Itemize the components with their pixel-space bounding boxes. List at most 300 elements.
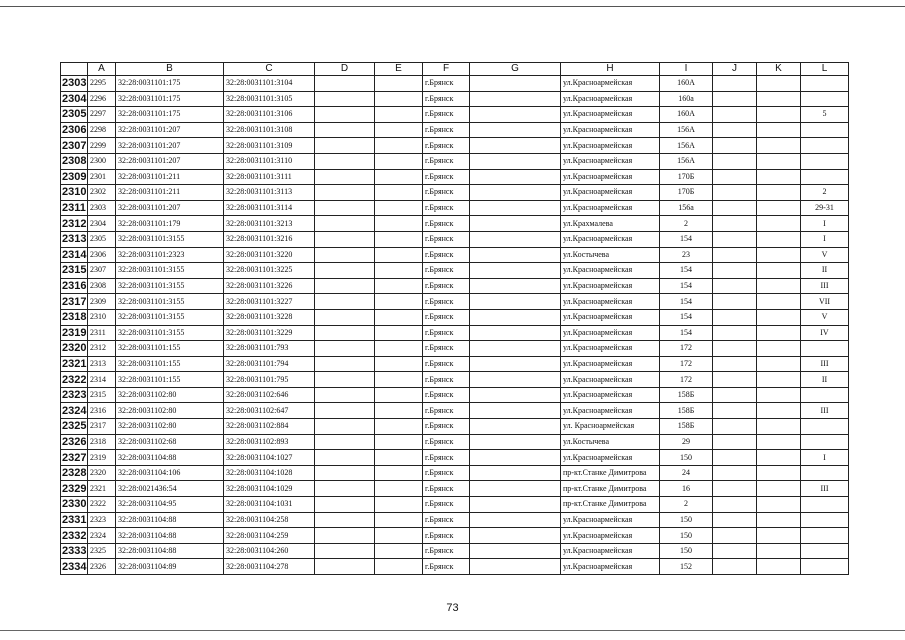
cell-c[interactable]: 32:28:0031102:647 — [224, 403, 315, 419]
cell-d[interactable] — [315, 294, 375, 310]
cell-h[interactable]: ул.Крахмалева — [561, 216, 660, 232]
cell-a[interactable]: 2301 — [88, 169, 116, 185]
row-number[interactable]: 2324 — [62, 404, 87, 417]
cell-e[interactable] — [375, 107, 423, 123]
cell-i[interactable]: 150 — [660, 528, 713, 544]
cell-i[interactable]: 172 — [660, 341, 713, 357]
cell-d[interactable] — [315, 434, 375, 450]
cell-d[interactable] — [315, 200, 375, 216]
cell-h[interactable]: ул.Красноармейская — [561, 153, 660, 169]
cell-h[interactable]: ул. Красноармейская — [561, 419, 660, 435]
cell-d[interactable] — [315, 512, 375, 528]
cell-c[interactable]: 32:28:0031104:1031 — [224, 497, 315, 513]
cell-d[interactable] — [315, 559, 375, 575]
cell-g[interactable] — [470, 76, 561, 92]
cell-k[interactable] — [757, 185, 801, 201]
column-header-j[interactable]: J — [713, 63, 757, 76]
cell-j[interactable] — [713, 434, 757, 450]
cell-d[interactable] — [315, 231, 375, 247]
cell-a[interactable]: 2298 — [88, 122, 116, 138]
column-header-l[interactable]: L — [801, 63, 849, 76]
column-header-b[interactable]: B — [116, 63, 224, 76]
cell-c[interactable]: 32:28:0031101:3108 — [224, 122, 315, 138]
row-number[interactable]: 2316 — [62, 280, 87, 293]
cell-l[interactable] — [801, 512, 849, 528]
cell-f[interactable]: г.Брянск — [423, 185, 470, 201]
cell-c[interactable]: 32:28:0031101:3110 — [224, 153, 315, 169]
cell-i[interactable]: 170Б — [660, 185, 713, 201]
cell-g[interactable] — [470, 216, 561, 232]
cell-e[interactable] — [375, 309, 423, 325]
cell-b[interactable]: 32:28:0031102:68 — [116, 434, 224, 450]
cell-i[interactable]: 154 — [660, 309, 713, 325]
cell-c[interactable]: 32:28:0031101:3111 — [224, 169, 315, 185]
cell-d[interactable] — [315, 465, 375, 481]
cell-h[interactable]: ул.Красноармейская — [561, 559, 660, 575]
cell-f[interactable]: г.Брянск — [423, 356, 470, 372]
cell-k[interactable] — [757, 122, 801, 138]
cell-i[interactable]: 154 — [660, 263, 713, 279]
cell-a[interactable]: 2322 — [88, 497, 116, 513]
cell-c[interactable]: 32:28:0031104:258 — [224, 512, 315, 528]
cell-k[interactable] — [757, 465, 801, 481]
cell-g[interactable] — [470, 403, 561, 419]
cell-c[interactable]: 32:28:0031101:3114 — [224, 200, 315, 216]
cell-j[interactable] — [713, 76, 757, 92]
cell-h[interactable]: ул.Костычева — [561, 247, 660, 263]
cell-e[interactable] — [375, 419, 423, 435]
cell-j[interactable] — [713, 543, 757, 559]
cell-g[interactable] — [470, 263, 561, 279]
cell-d[interactable] — [315, 419, 375, 435]
cell-l[interactable]: II — [801, 263, 849, 279]
cell-d[interactable] — [315, 247, 375, 263]
cell-f[interactable]: г.Брянск — [423, 528, 470, 544]
cell-b[interactable]: 32:28:0031104:106 — [116, 465, 224, 481]
cell-g[interactable] — [470, 278, 561, 294]
cell-g[interactable] — [470, 512, 561, 528]
cell-h[interactable]: ул.Красноармейская — [561, 231, 660, 247]
cell-e[interactable] — [375, 450, 423, 466]
cell-a[interactable]: 2297 — [88, 107, 116, 123]
cell-j[interactable] — [713, 122, 757, 138]
cell-j[interactable] — [713, 512, 757, 528]
cell-c[interactable]: 32:28:0031101:3227 — [224, 294, 315, 310]
cell-k[interactable] — [757, 481, 801, 497]
cell-k[interactable] — [757, 309, 801, 325]
cell-g[interactable] — [470, 309, 561, 325]
row-number[interactable]: 2330 — [62, 498, 87, 511]
cell-i[interactable]: 170Б — [660, 169, 713, 185]
cell-a[interactable]: 2325 — [88, 543, 116, 559]
cell-g[interactable] — [470, 107, 561, 123]
cell-d[interactable] — [315, 403, 375, 419]
cell-h[interactable]: ул.Красноармейская — [561, 309, 660, 325]
cell-d[interactable] — [315, 107, 375, 123]
cell-f[interactable]: г.Брянск — [423, 200, 470, 216]
cell-f[interactable]: г.Брянск — [423, 169, 470, 185]
cell-l[interactable] — [801, 419, 849, 435]
cell-a[interactable]: 2321 — [88, 481, 116, 497]
cell-h[interactable]: ул.Красноармейская — [561, 528, 660, 544]
cell-g[interactable] — [470, 247, 561, 263]
cell-j[interactable] — [713, 497, 757, 513]
cell-i[interactable]: 154 — [660, 294, 713, 310]
cell-h[interactable]: ул.Красноармейская — [561, 356, 660, 372]
cell-l[interactable]: 5 — [801, 107, 849, 123]
cell-g[interactable] — [470, 497, 561, 513]
row-number[interactable]: 2307 — [62, 139, 87, 152]
cell-j[interactable] — [713, 278, 757, 294]
cell-e[interactable] — [375, 512, 423, 528]
cell-c[interactable]: 32:28:0031102:646 — [224, 387, 315, 403]
cell-i[interactable]: 2 — [660, 497, 713, 513]
cell-d[interactable] — [315, 325, 375, 341]
cell-h[interactable]: ул.Красноармейская — [561, 185, 660, 201]
row-number[interactable]: 2315 — [62, 264, 87, 277]
cell-a[interactable]: 2318 — [88, 434, 116, 450]
cell-e[interactable] — [375, 278, 423, 294]
cell-g[interactable] — [470, 122, 561, 138]
cell-h[interactable]: ул.Красноармейская — [561, 372, 660, 388]
cell-l[interactable] — [801, 387, 849, 403]
cell-g[interactable] — [470, 325, 561, 341]
cell-g[interactable] — [470, 528, 561, 544]
cell-j[interactable] — [713, 387, 757, 403]
cell-c[interactable]: 32:28:0031101:794 — [224, 356, 315, 372]
cell-g[interactable] — [470, 185, 561, 201]
cell-k[interactable] — [757, 403, 801, 419]
cell-c[interactable]: 32:28:0031101:795 — [224, 372, 315, 388]
cell-l[interactable]: IV — [801, 325, 849, 341]
row-number[interactable]: 2309 — [62, 170, 87, 183]
cell-j[interactable] — [713, 309, 757, 325]
cell-h[interactable]: ул.Красноармейская — [561, 325, 660, 341]
cell-e[interactable] — [375, 263, 423, 279]
cell-f[interactable]: г.Брянск — [423, 247, 470, 263]
cell-i[interactable]: 24 — [660, 465, 713, 481]
cell-c[interactable]: 32:28:0031104:259 — [224, 528, 315, 544]
cell-b[interactable]: 32:28:0031101:179 — [116, 216, 224, 232]
cell-e[interactable] — [375, 153, 423, 169]
cell-h[interactable]: ул.Красноармейская — [561, 543, 660, 559]
cell-a[interactable]: 2300 — [88, 153, 116, 169]
cell-a[interactable]: 2308 — [88, 278, 116, 294]
cell-a[interactable]: 2311 — [88, 325, 116, 341]
cell-d[interactable] — [315, 543, 375, 559]
cell-j[interactable] — [713, 169, 757, 185]
cell-e[interactable] — [375, 325, 423, 341]
cell-e[interactable] — [375, 543, 423, 559]
cell-g[interactable] — [470, 387, 561, 403]
row-number[interactable]: 2327 — [62, 451, 87, 464]
cell-d[interactable] — [315, 309, 375, 325]
cell-k[interactable] — [757, 76, 801, 92]
cell-g[interactable] — [470, 231, 561, 247]
cell-j[interactable] — [713, 185, 757, 201]
cell-c[interactable]: 32:28:0031102:884 — [224, 419, 315, 435]
cell-j[interactable] — [713, 465, 757, 481]
cell-j[interactable] — [713, 107, 757, 123]
cell-i[interactable]: 150 — [660, 450, 713, 466]
cell-d[interactable] — [315, 169, 375, 185]
cell-l[interactable] — [801, 91, 849, 107]
cell-h[interactable]: ул.Красноармейская — [561, 278, 660, 294]
cell-e[interactable] — [375, 434, 423, 450]
cell-b[interactable]: 32:28:0031101:2323 — [116, 247, 224, 263]
cell-l[interactable]: I — [801, 450, 849, 466]
column-header-i[interactable]: I — [660, 63, 713, 76]
cell-h[interactable]: пр-кт.Станке Димитрова — [561, 481, 660, 497]
cell-h[interactable]: ул.Красноармейская — [561, 387, 660, 403]
cell-k[interactable] — [757, 450, 801, 466]
cell-f[interactable]: г.Брянск — [423, 278, 470, 294]
cell-f[interactable]: г.Брянск — [423, 465, 470, 481]
row-number[interactable]: 2312 — [62, 217, 87, 230]
cell-a[interactable]: 2306 — [88, 247, 116, 263]
cell-i[interactable]: 172 — [660, 356, 713, 372]
cell-b[interactable]: 32:28:0031104:95 — [116, 497, 224, 513]
cell-k[interactable] — [757, 153, 801, 169]
cell-c[interactable]: 32:28:0031104:1027 — [224, 450, 315, 466]
cell-d[interactable] — [315, 481, 375, 497]
cell-j[interactable] — [713, 325, 757, 341]
cell-k[interactable] — [757, 91, 801, 107]
cell-h[interactable]: ул.Красноармейская — [561, 91, 660, 107]
cell-h[interactable]: ул.Костычева — [561, 434, 660, 450]
cell-b[interactable]: 32:28:0031101:175 — [116, 76, 224, 92]
cell-e[interactable] — [375, 185, 423, 201]
row-number[interactable]: 2325 — [62, 420, 87, 433]
cell-f[interactable]: г.Брянск — [423, 263, 470, 279]
cell-j[interactable] — [713, 200, 757, 216]
cell-e[interactable] — [375, 231, 423, 247]
row-number[interactable]: 2332 — [62, 529, 87, 542]
row-number[interactable]: 2329 — [62, 482, 87, 495]
cell-l[interactable]: I — [801, 231, 849, 247]
cell-j[interactable] — [713, 263, 757, 279]
cell-f[interactable]: г.Брянск — [423, 434, 470, 450]
cell-j[interactable] — [713, 372, 757, 388]
cell-a[interactable]: 2316 — [88, 403, 116, 419]
row-number[interactable]: 2321 — [62, 357, 87, 370]
cell-a[interactable]: 2323 — [88, 512, 116, 528]
row-number[interactable]: 2305 — [62, 108, 87, 121]
cell-c[interactable]: 32:28:0031101:3220 — [224, 247, 315, 263]
cell-i[interactable]: 160А — [660, 107, 713, 123]
cell-f[interactable]: г.Брянск — [423, 107, 470, 123]
cell-e[interactable] — [375, 387, 423, 403]
cell-f[interactable]: г.Брянск — [423, 387, 470, 403]
cell-h[interactable]: ул.Красноармейская — [561, 169, 660, 185]
cell-h[interactable]: пр-кт.Станке Димитрова — [561, 465, 660, 481]
row-number[interactable]: 2314 — [62, 248, 87, 261]
cell-f[interactable]: г.Брянск — [423, 153, 470, 169]
cell-l[interactable]: V — [801, 309, 849, 325]
cell-k[interactable] — [757, 528, 801, 544]
column-header-e[interactable]: E — [375, 63, 423, 76]
cell-h[interactable]: ул.Красноармейская — [561, 138, 660, 154]
cell-e[interactable] — [375, 200, 423, 216]
row-number[interactable]: 2328 — [62, 467, 87, 480]
cell-c[interactable]: 32:28:0031101:3109 — [224, 138, 315, 154]
cell-k[interactable] — [757, 372, 801, 388]
cell-c[interactable]: 32:28:0031104:1029 — [224, 481, 315, 497]
cell-k[interactable] — [757, 294, 801, 310]
column-header-h[interactable]: H — [561, 63, 660, 76]
cell-k[interactable] — [757, 497, 801, 513]
cell-k[interactable] — [757, 341, 801, 357]
cell-a[interactable]: 2310 — [88, 309, 116, 325]
cell-a[interactable]: 2324 — [88, 528, 116, 544]
cell-g[interactable] — [470, 434, 561, 450]
cell-i[interactable]: 158Б — [660, 419, 713, 435]
cell-d[interactable] — [315, 278, 375, 294]
cell-f[interactable]: г.Брянск — [423, 372, 470, 388]
cell-a[interactable]: 2299 — [88, 138, 116, 154]
row-number[interactable]: 2333 — [62, 545, 87, 558]
cell-k[interactable] — [757, 216, 801, 232]
cell-a[interactable]: 2307 — [88, 263, 116, 279]
cell-b[interactable]: 32:28:0021436:54 — [116, 481, 224, 497]
cell-l[interactable]: 2 — [801, 185, 849, 201]
cell-f[interactable]: г.Брянск — [423, 138, 470, 154]
cell-h[interactable]: ул.Красноармейская — [561, 122, 660, 138]
cell-a[interactable]: 2312 — [88, 341, 116, 357]
cell-i[interactable]: 23 — [660, 247, 713, 263]
cell-h[interactable]: ул.Красноармейская — [561, 200, 660, 216]
cell-a[interactable]: 2315 — [88, 387, 116, 403]
row-number[interactable]: 2319 — [62, 326, 87, 339]
cell-f[interactable]: г.Брянск — [423, 497, 470, 513]
cell-i[interactable]: 156А — [660, 138, 713, 154]
cell-i[interactable]: 160А — [660, 76, 713, 92]
cell-e[interactable] — [375, 528, 423, 544]
cell-d[interactable] — [315, 497, 375, 513]
cell-e[interactable] — [375, 497, 423, 513]
cell-j[interactable] — [713, 481, 757, 497]
cell-l[interactable]: I — [801, 216, 849, 232]
cell-i[interactable]: 172 — [660, 372, 713, 388]
cell-b[interactable]: 32:28:0031101:3155 — [116, 309, 224, 325]
cell-a[interactable]: 2320 — [88, 465, 116, 481]
cell-j[interactable] — [713, 138, 757, 154]
cell-l[interactable] — [801, 169, 849, 185]
cell-g[interactable] — [470, 169, 561, 185]
cell-b[interactable]: 32:28:0031104:88 — [116, 512, 224, 528]
cell-d[interactable] — [315, 387, 375, 403]
cell-k[interactable] — [757, 138, 801, 154]
cell-d[interactable] — [315, 341, 375, 357]
cell-e[interactable] — [375, 169, 423, 185]
cell-d[interactable] — [315, 450, 375, 466]
cell-l[interactable] — [801, 465, 849, 481]
cell-j[interactable] — [713, 153, 757, 169]
cell-f[interactable]: г.Брянск — [423, 450, 470, 466]
cell-c[interactable]: 32:28:0031101:3106 — [224, 107, 315, 123]
cell-i[interactable]: 156А — [660, 122, 713, 138]
cell-j[interactable] — [713, 356, 757, 372]
cell-k[interactable] — [757, 512, 801, 528]
cell-b[interactable]: 32:28:0031101:211 — [116, 169, 224, 185]
cell-k[interactable] — [757, 419, 801, 435]
cell-b[interactable]: 32:28:0031101:3155 — [116, 325, 224, 341]
cell-c[interactable]: 32:28:0031101:3216 — [224, 231, 315, 247]
cell-b[interactable]: 32:28:0031104:88 — [116, 543, 224, 559]
column-header-k[interactable]: K — [757, 63, 801, 76]
cell-c[interactable]: 32:28:0031104:260 — [224, 543, 315, 559]
cell-c[interactable]: 32:28:0031101:3113 — [224, 185, 315, 201]
cell-d[interactable] — [315, 263, 375, 279]
row-number[interactable]: 2303 — [62, 77, 87, 90]
cell-g[interactable] — [470, 294, 561, 310]
cell-g[interactable] — [470, 419, 561, 435]
cell-j[interactable] — [713, 559, 757, 575]
cell-b[interactable]: 32:28:0031101:3155 — [116, 294, 224, 310]
cell-h[interactable]: ул.Красноармейская — [561, 263, 660, 279]
cell-j[interactable] — [713, 294, 757, 310]
cell-a[interactable]: 2313 — [88, 356, 116, 372]
cell-h[interactable]: ул.Красноармейская — [561, 76, 660, 92]
cell-f[interactable]: г.Брянск — [423, 216, 470, 232]
cell-a[interactable]: 2296 — [88, 91, 116, 107]
cell-g[interactable] — [470, 559, 561, 575]
cell-a[interactable]: 2309 — [88, 294, 116, 310]
cell-k[interactable] — [757, 169, 801, 185]
cell-f[interactable]: г.Брянск — [423, 122, 470, 138]
cell-c[interactable]: 32:28:0031101:3228 — [224, 309, 315, 325]
cell-g[interactable] — [470, 450, 561, 466]
cell-k[interactable] — [757, 356, 801, 372]
cell-k[interactable] — [757, 231, 801, 247]
cell-k[interactable] — [757, 434, 801, 450]
cell-f[interactable]: г.Брянск — [423, 419, 470, 435]
cell-l[interactable]: VII — [801, 294, 849, 310]
cell-d[interactable] — [315, 372, 375, 388]
cell-d[interactable] — [315, 356, 375, 372]
row-number[interactable]: 2318 — [62, 311, 87, 324]
row-number[interactable]: 2317 — [62, 295, 87, 308]
cell-b[interactable]: 32:28:0031101:155 — [116, 356, 224, 372]
cell-l[interactable]: III — [801, 356, 849, 372]
cell-f[interactable]: г.Брянск — [423, 481, 470, 497]
cell-i[interactable]: 156А — [660, 153, 713, 169]
cell-d[interactable] — [315, 76, 375, 92]
cell-l[interactable] — [801, 138, 849, 154]
row-number[interactable]: 2331 — [62, 513, 87, 526]
cell-l[interactable]: III — [801, 481, 849, 497]
cell-f[interactable]: г.Брянск — [423, 341, 470, 357]
row-number[interactable]: 2313 — [62, 233, 87, 246]
cell-j[interactable] — [713, 341, 757, 357]
cell-f[interactable]: г.Брянск — [423, 294, 470, 310]
cell-e[interactable] — [375, 91, 423, 107]
cell-e[interactable] — [375, 294, 423, 310]
cell-j[interactable] — [713, 91, 757, 107]
cell-e[interactable] — [375, 356, 423, 372]
cell-b[interactable]: 32:28:0031102:80 — [116, 403, 224, 419]
cell-i[interactable]: 16 — [660, 481, 713, 497]
cell-g[interactable] — [470, 481, 561, 497]
cell-h[interactable]: ул.Красноармейская — [561, 450, 660, 466]
cell-e[interactable] — [375, 403, 423, 419]
cell-g[interactable] — [470, 91, 561, 107]
cell-h[interactable]: ул.Красноармейская — [561, 403, 660, 419]
cell-k[interactable] — [757, 247, 801, 263]
cell-b[interactable]: 32:28:0031101:207 — [116, 122, 224, 138]
cell-e[interactable] — [375, 76, 423, 92]
cell-c[interactable]: 32:28:0031101:3226 — [224, 278, 315, 294]
